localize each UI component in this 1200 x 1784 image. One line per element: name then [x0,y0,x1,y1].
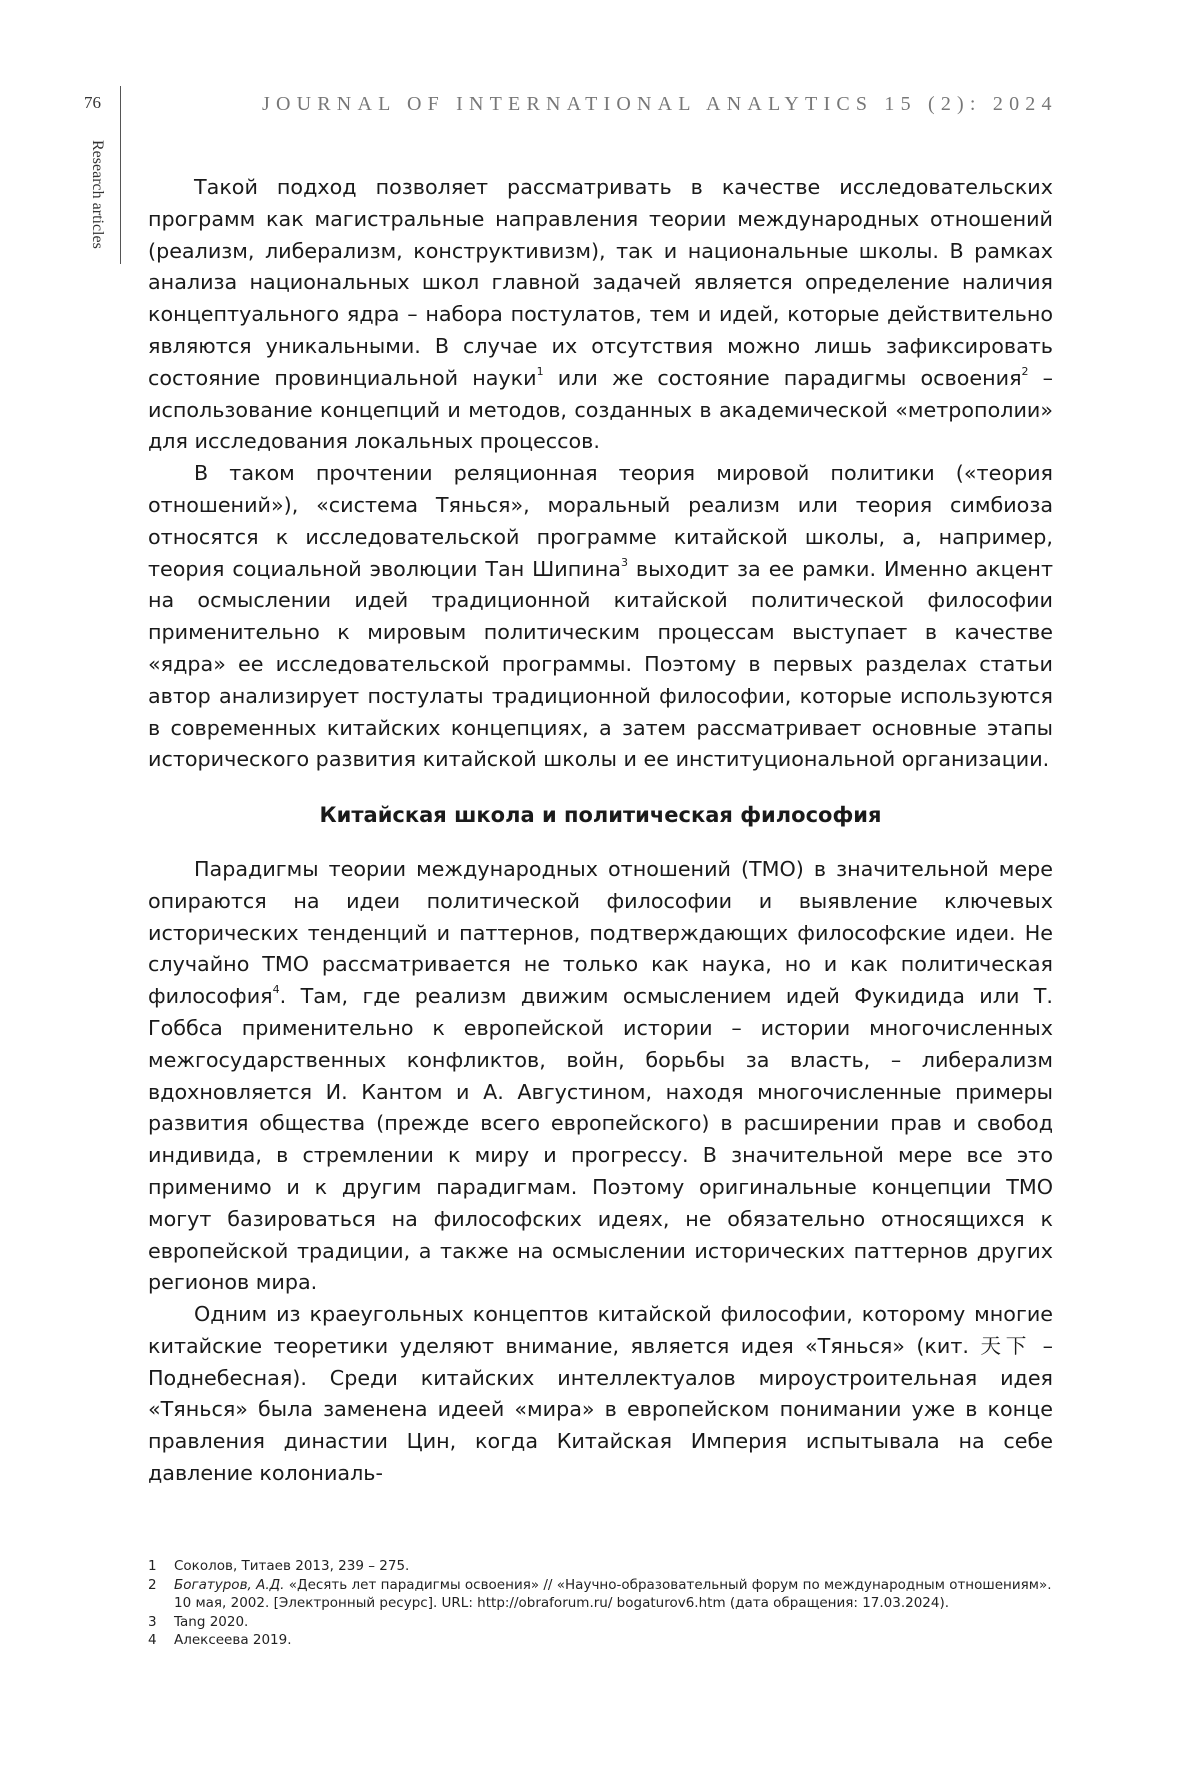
paragraph-4: Одним из краеугольных концептов китайской философии, которому многие китайские теоретики уделяют внимание, является идея «Тянься» (кит. 天下 – Поднебесная). Среди китайских интеллектуалов мироустроительная идея «Тянься» была заменена идеей «мира» в европейском понимании уже в конце правления династии Цин, когда Китайская Империя испытывала на себе давление колониаль- [148,1302,1053,1486]
paragraph-2 [148,458,1053,776]
footnote-text: Алексеева 2019. [174,1632,292,1649]
footnote-number: 1 [148,1558,157,1574]
footnote-ref-3[interactable]: 3 [620,555,628,569]
footnote-ref-4[interactable]: 4 [272,983,280,997]
section-side-label: Research articles [89,140,106,249]
footnote-4 [148,1631,1058,1650]
paragraph-2-part-b: выходит за ее рамки. Именно акцент на осмыслении идей традиционной китайской политической философии применительно к мировым политическим процессам выступает в качестве «ядра» ее исследовательской программы. Поэтому в первых разделах статьи автор анализирует постулаты традиционной философии, которые используются в современных китайских концепциях, а затем рассматривает основные этапы исторического развития китайской школы и ее институциональной организации. [148,556,1053,772]
footnote-author: Богатуров, А.Д. [174,1576,285,1593]
footnote-number: 2 [148,1576,157,1593]
footnote-ref-1[interactable]: 1 [536,364,544,378]
paragraph-3-part-b: . Там, где реализм движим осмыслением идей Фукидида или Т. Гоббса применительно к европейской истории – истории многочисленных межгосударственных конфликтов, войн, борьбы за власть, – либерализм вдохновляется И. Кантом и А. Августином, находя многочисленные примеры развития общества (прежде всего европейского) в расширении прав и свобод индивида, в стремлении к миру и прогрессу. В значительной мере все это применимо и к другим парадигмам. Поэтому оригинальные концепции ТМО могут базироваться на философских идеях, не обязательно относящихся к европейской традиции, а также на осмыслении исторических паттернов других регионов мира. [148,984,1053,1295]
paragraph-3-part-a: Парадигмы теории международных отношений (ТМО) в значительной мере опираются на идеи политической философии и выявление ключевых исторических тенденций и паттернов, подтверждающих философские идеи. Не случайно ТМО рассматривается не только как наука, но и как политическая философия [148,856,1053,1009]
article-body [148,172,1053,1490]
footnote-number: 4 [148,1632,157,1649]
paragraph-1-part-c: – использование концепций и методов, созданных в академической «метрополии» для исследования локальных процессов. [148,365,1053,454]
paragraph-1 [148,172,1053,458]
page-number: 76 [84,93,101,112]
footnote-text: Tang 2020. [174,1613,249,1630]
footnote-text [174,1576,1058,1613]
paragraph-1-part-a: Такой подход позволяет рассматривать в качестве исследовательских программ как магистральные направления теории международных отношений (реализм, либерализм, конструктивизм), так и национальные школы. В рамках анализа национальных школ главной задачей является определение наличия концептуального ядра – набора постулатов, тем и идей, которые действительно являются уникальными. В случае их отсутствия можно лишь зафиксировать состояние провинциальной науки [148,175,1053,390]
footnotes [148,1557,1058,1650]
footnote-2 [148,1576,1058,1613]
journal-header: JOURNAL OF INTERNATIONAL ANALYTICS 15 (2): 2024 [262,93,1058,115]
footnote-body: «Десять лет парадигмы освоения» // «Научно-образовательный форум по международным отношениям». 10 мая, 2002. [Электронный ресурс]. URL: http://obraforum.ru/ bogaturov6.htm (дата обращения: 17.03.2024). [174,1576,1052,1612]
header-divider-line [120,86,121,264]
footnote-1 [148,1557,1058,1576]
footnote-number: 3 [148,1613,157,1630]
section-heading: Китайская школа и политическая философия [319,803,882,828]
footnote-ref-2[interactable]: 2 [1021,364,1029,378]
paragraph-2-part-a: В таком прочтении реляционная теория мировой политики («теория отношений»), «система Тянься», моральный реализм или теория симбиоза относятся к исследовательской программе китайской школы, а, например, теория социальной эволюции Тан Шипина [148,461,1053,581]
paragraph-1-part-b: или же состояние парадигмы освоения [543,365,1022,390]
footnote-text: Соколов, Титаев 2013, 239 – 275. [174,1558,410,1574]
footnote-3 [148,1613,1058,1632]
paragraph-3 [148,854,1053,1299]
